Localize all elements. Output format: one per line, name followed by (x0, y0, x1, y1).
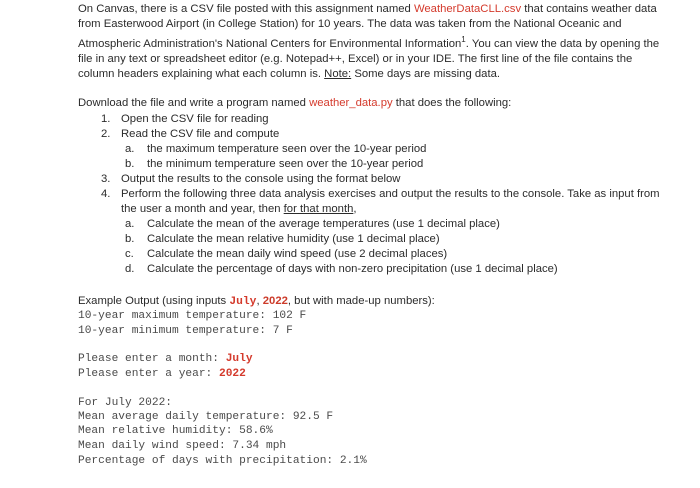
example-year: 2022 (262, 295, 288, 307)
intro-text: On Canvas, there is a CSV file posted with this assignment named (78, 3, 414, 15)
note-label: Note: (324, 68, 352, 81)
item-number: 2. (101, 128, 111, 140)
program-filename: weather_data.py (309, 97, 393, 109)
example-text: , but with made-up numbers): (287, 295, 435, 307)
footnote-marker: 1 (461, 35, 466, 45)
output-line: 10-year maximum temperature: 102 F (78, 310, 307, 322)
item-letter: d. (125, 263, 135, 275)
task-text: Download the file and write a program named (78, 97, 310, 109)
example-text: Example Output (using inputs (78, 295, 230, 307)
item-letter: b. (125, 158, 135, 170)
item-text: Calculate the percentage of days with non-zero precipitation (use 1 decimal place) (147, 263, 558, 275)
example-month: July (229, 296, 257, 308)
item-text: Perform the following three data analysis exercises and output the results to the console. Take as input from the user a month and year, then (121, 188, 660, 215)
task-text: that does the following: (392, 97, 512, 109)
prompt-label: Please enter a year: (78, 368, 219, 380)
output-line: For July 2022: (78, 397, 172, 409)
steps-list (101, 112, 661, 277)
item-text: the maximum temperature seen over the 10-year period (147, 143, 427, 155)
item-text: Output the results to the console using the format below (121, 173, 401, 185)
output-line: Mean daily wind speed: 7.34 mph (78, 440, 287, 452)
output-line: Mean relative humidity: 58.6% (78, 425, 273, 437)
list-item (101, 112, 661, 127)
list-item (101, 172, 661, 187)
item-letter: a. (125, 143, 135, 155)
output-line: 10-year minimum temperature: 7 F (78, 325, 293, 337)
list-subitem (125, 142, 661, 157)
intro-paragraph (78, 2, 663, 82)
item-text: Calculate the mean relative humidity (use 1 decimal place) (147, 233, 440, 245)
prompt-line (78, 352, 253, 367)
item-number: 4. (101, 188, 111, 200)
intro-text: Some days are missing data. (351, 68, 500, 81)
output-line: Percentage of days with precipitation: 2.1% (78, 455, 367, 467)
list-subitem (125, 262, 661, 277)
item-text-underlined: for that month (283, 203, 354, 215)
output-line: Mean average daily temperature: 92.5 F (78, 411, 334, 423)
item-text: , (353, 203, 357, 215)
list-subitem (125, 232, 661, 247)
item-text: Read the CSV file and compute (121, 128, 280, 140)
example-text: , (256, 295, 263, 307)
example-heading (78, 294, 435, 310)
prompt-line (78, 367, 246, 382)
task-paragraph (78, 96, 511, 111)
item-text: Calculate the mean of the average temperatures (use 1 decimal place) (147, 218, 500, 230)
prompt-value: July (225, 353, 253, 365)
item-number: 3. (101, 173, 111, 185)
item-letter: c. (125, 248, 134, 260)
prompt-label: Please enter a month: (78, 353, 226, 365)
list-subitem (125, 217, 661, 232)
list-subitem (125, 157, 661, 172)
item-text: Calculate the mean daily wind speed (use 2 decimal places) (147, 248, 448, 260)
item-text: Open the CSV file for reading (121, 113, 269, 125)
item-number: 1. (101, 113, 111, 125)
intro-text: . You can view the data by opening the file in any text or spreadsheet editor (e.g. Notepad++, Excel) or in your IDE. The first line of the file contains the column headers explaining what each column is. (78, 37, 660, 81)
item-letter: b. (125, 233, 135, 245)
list-subitem (125, 247, 661, 262)
list-item (101, 187, 661, 217)
item-text: the minimum temperature seen over the 10-year period (147, 158, 424, 170)
item-letter: a. (125, 218, 135, 230)
intro-text: that contains weather data from Easterwood Airport (in College Station) for 10 years. The data was taken from the National Oceanic and Atmospheric Administration's National Centers for Environmental Information (78, 3, 657, 50)
list-item (101, 127, 661, 142)
prompt-value: 2022 (219, 368, 246, 380)
csv-filename: WeatherDataCLL.csv (413, 3, 522, 15)
